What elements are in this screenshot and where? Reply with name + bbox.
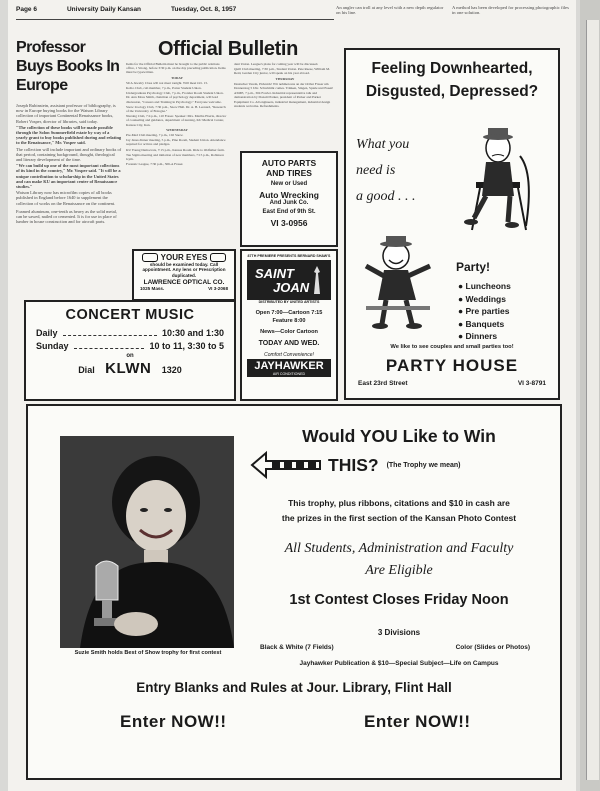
party-service-item: ● Luncheons bbox=[458, 281, 511, 291]
bulletin-col2 bbox=[234, 62, 336, 109]
bulletin-title: Official Bulletin bbox=[158, 38, 298, 60]
party-service-item: ● Dinners bbox=[458, 331, 498, 341]
party-address: East 23rd Street bbox=[358, 380, 408, 387]
party-question-line: What you bbox=[356, 137, 410, 152]
division-color: Color (Slides or Photos) bbox=[455, 644, 530, 651]
concert-sunday-label: Sunday bbox=[36, 341, 69, 351]
auto-ad-line: AUTO PARTS bbox=[261, 158, 317, 168]
bulletin-item: Undergraduate Psychology Club, 7 p.m., Frontier Room Student Union. Dr. Ann Moss Smith, chairman of psychology department, will lead discussion, "Careers and Training in Psychology." Everyone welcome. bbox=[126, 91, 224, 104]
bulletin-today-label: TODAY bbox=[171, 75, 183, 80]
movie-presents: 87TH PREMIERE PRESENTS BERNARD SHAW'S bbox=[247, 254, 331, 258]
trophy-note: (The Trophy we mean) bbox=[386, 461, 461, 469]
article-headline: Professor Buys Books In Europe bbox=[16, 39, 120, 94]
enter-now-2: Enter NOW!! bbox=[364, 712, 471, 731]
contest-body bbox=[238, 496, 560, 526]
woman-with-trophy-photo bbox=[60, 436, 234, 648]
photo-caption: Suzie Smith holds Best of Show trophy for first contest bbox=[74, 650, 222, 656]
movie-ad bbox=[240, 249, 338, 401]
arrow-left-icon bbox=[250, 450, 322, 480]
auto-ad-phone: VI 3-0956 bbox=[270, 218, 308, 228]
bulletin-col1 bbox=[126, 62, 228, 167]
optical-name: LAWRENCE OPTICAL CO. bbox=[143, 279, 225, 287]
optical-brand: YOUR EYES bbox=[160, 253, 208, 262]
movie-times: Open 7:00—Cartoon 7:15 bbox=[255, 310, 323, 316]
header-rule bbox=[16, 19, 334, 20]
contest-headline-2-row bbox=[250, 450, 560, 480]
optical-ad bbox=[132, 249, 236, 301]
concert-music-ad bbox=[24, 300, 236, 401]
bulletin-day-label: THURSDAY bbox=[275, 76, 295, 81]
concert-sunday-times: 10 to 11, 3:30 to 5 bbox=[149, 341, 224, 351]
auto-ad-line: AND TIRES bbox=[266, 168, 312, 178]
glasses-icon bbox=[142, 253, 158, 262]
party-headline-1: Feeling Downhearted, bbox=[371, 60, 533, 77]
issue-date: Tuesday, Oct. 8, 1957 bbox=[171, 6, 237, 13]
photo-contest-ad bbox=[26, 404, 562, 780]
party-exclaim: Party! bbox=[456, 260, 491, 274]
party-question bbox=[356, 132, 416, 210]
movie-feature: Feature 8:00 bbox=[272, 318, 306, 324]
party-service-item: ● Pre parties bbox=[458, 306, 510, 316]
radio-station: KLWN bbox=[105, 360, 152, 377]
page-number: Page 6 bbox=[16, 6, 37, 13]
party-cater-note: We like to see couples and small parties too! bbox=[390, 344, 514, 350]
party-question-line: a good . . . bbox=[356, 189, 416, 204]
bulletin-item: KU Young Democrats, 7:15 p.m., Kansas Room. Ride to Oldfather farm. bbox=[126, 147, 225, 152]
movie-news: News—Color Cartoon bbox=[260, 329, 318, 335]
contest-body-line: This trophy, plus ribbons, citations and $10 in cash are bbox=[288, 498, 510, 508]
optical-phone: VI 3-2068 bbox=[208, 286, 228, 292]
movie-when: TODAY AND WED. bbox=[258, 340, 320, 347]
article-paragraph: Foamed aluminum, one-tenth as heavy as the solid metal, can be sawed, nailed or cemented. It is for use in place of lumber in house construction and for aircraft parts. bbox=[16, 208, 117, 225]
contest-body-line: the prizes in the first section of the Kansan Photo Contest bbox=[281, 513, 517, 523]
party-headline-2: Disgusted, Depressed? bbox=[365, 83, 539, 100]
happy-man-illustration bbox=[356, 236, 444, 336]
article-paragraph: Joseph Rubinstein, assistant professor of bibliography, is now in Europe buying books for the Watson Library collection of important Continental Renaissance books, Robert Vosper, director of libraries, said today. bbox=[16, 103, 116, 124]
adjacent-page-edge bbox=[580, 0, 600, 791]
concert-on: on bbox=[126, 353, 134, 359]
bulletin-item: dent Union. League's plans for coming year will be discussed. bbox=[234, 62, 319, 66]
radio-frequency: 1320 bbox=[161, 365, 182, 375]
top-snippet-right: A method has been developed for processing photographic files in one solution. bbox=[452, 5, 569, 16]
contest-divisions: 3 Divisions bbox=[377, 628, 421, 637]
auto-parts-ad bbox=[240, 151, 338, 247]
concert-daily-label: Daily bbox=[36, 328, 58, 338]
party-phone: VI 3-8791 bbox=[517, 380, 546, 387]
movie-title-banner bbox=[247, 260, 331, 300]
contest-deadline: 1st Contest Closes Friday Noon bbox=[289, 592, 509, 608]
division-special: Jayhawker Publication & $10—Special Subject—Life on Campus bbox=[299, 660, 499, 667]
bulletin-item: ASME, 7 p.m., 304 Fowler. Industrial representative talk and demonstration by Donald Parker, president of Parker and Parker Equipment Co. All engineers, industrial management, industrial design students welcome. Refreshments. bbox=[234, 91, 331, 108]
eligibility-line: All Students, Administration and Faculty bbox=[284, 541, 514, 556]
auto-ad-line: Auto Wrecking bbox=[259, 190, 319, 200]
auto-ad-line: New or Used bbox=[270, 181, 308, 187]
division-bw: Black & White (7 Fields) bbox=[260, 644, 334, 651]
contest-eligibility bbox=[238, 538, 560, 582]
optical-address: 1025 Mass. bbox=[140, 286, 165, 292]
party-house-ad bbox=[344, 48, 560, 400]
movie-comfort: Comfort Convenience! bbox=[264, 352, 314, 358]
concert-title: CONCERT MUSIC bbox=[65, 307, 195, 323]
concert-dial-label: Dial bbox=[78, 365, 95, 375]
bulletin-item: Nursing Club, 7:4 p.m., 110 Fraser. Speaker: Mrs. Martha Eberle, director of counseling and guidance, department of nursing, KU Medical Center, Kansas City, Kan. bbox=[126, 114, 227, 127]
party-services-list bbox=[458, 280, 511, 343]
party-question-line: need is bbox=[356, 163, 396, 178]
top-snippet-left: An angler can troll at any level with a new depth regulator on his line. bbox=[336, 5, 444, 16]
bulletin-item: Forensic League, 7:30 p.m., 306-A Fraser. bbox=[126, 162, 184, 167]
bulletin-item: Tau Sigma meeting and initiation of new members, 7:15 p.m., Robinson Gym. bbox=[126, 152, 224, 162]
party-house-name: PARTY HOUSE bbox=[385, 356, 519, 375]
bulletin-intro: Items for the Official Bulletin must be brought to the public relations office, 1 Strong, before 3:30 p.m. on the day preceding publication. Items must be typewritten. bbox=[126, 62, 226, 75]
movie-title-2: JOAN bbox=[273, 280, 310, 295]
paper-name: University Daily Kansan bbox=[66, 6, 142, 13]
bulletin-wednesday-label: WEDNESDAY bbox=[166, 127, 188, 132]
theater-sub: AIR CONDITIONED bbox=[272, 372, 306, 376]
newspaper-page bbox=[8, 0, 576, 791]
auto-ad-line: And Junk Co. bbox=[269, 200, 309, 206]
sad-man-illustration bbox=[456, 126, 544, 236]
bulletin-item: KoKo Club, cub member, 7 p.m., Potter Student Union. bbox=[126, 86, 202, 91]
article-paragraph: Watson Library now has microfilm copies of all books published in England before 1640 to supplement the collection of works on the Renaissance on the continent. bbox=[16, 190, 116, 206]
theater-name: JAYHAWKER bbox=[254, 360, 324, 372]
bulletin-item: Snow Zoology Club, 7:30 p.m., Snow Hall. Dr. A. B. Leonard, "Research of the University of Bologna." bbox=[126, 104, 226, 114]
movie-distributor: DISTRIBUTED BY UNITED ARTISTS bbox=[258, 300, 320, 304]
eligibility-line: Are Eligible bbox=[365, 563, 433, 578]
bulletin-item: SUA Jewelry Class will not meet tonight. Will meet Oct. 15. bbox=[126, 80, 209, 85]
joan-figure-icon bbox=[309, 264, 325, 296]
bulletin-item: Deutscher Verein, Picknick! Wir nehmen uns an der Ortbar Fraser um Donnerstag 5 Uhr. Schwimmt comes. Trinken, Singen, Spiele und Essen! bbox=[234, 81, 334, 91]
contest-headline-2: THIS? bbox=[328, 454, 379, 475]
contest-photo bbox=[60, 436, 234, 648]
bulletin-item: Jay Janes dinner meeting, 5 p.m., Pine Room, Student Union. Attendance required for actives and pledges. bbox=[126, 138, 226, 147]
bulletin-item: Quill Club meeting, 7:30 p.m., Student Union. Pete Reese, William M. Reid, Garden City junior, will speak on his year abroad. bbox=[234, 67, 330, 76]
party-service-item: ● Weddings bbox=[458, 293, 506, 304]
optical-text: should be examined today. Call appointment. Any lens or Prescription duplicated. bbox=[142, 262, 226, 278]
movie-title-1: SAINT bbox=[255, 266, 294, 281]
bulletin-item: Pre-Med Club meeting, 7 p.m., 102 Snow. bbox=[126, 133, 184, 138]
auto-ad-line: East End of 9th St. bbox=[262, 209, 316, 215]
article-paragraph: The collection will include important and ordinary books of that period, containing background, thought, theological and literary development of the time. bbox=[16, 146, 122, 163]
article bbox=[16, 38, 122, 225]
enter-now-1: Enter NOW!! bbox=[120, 712, 227, 731]
entry-instructions: Entry Blanks and Rules at Jour. Library, Flint Hall bbox=[136, 680, 452, 695]
glasses-icon bbox=[210, 253, 226, 262]
contest-headline-1: Would YOU Like to Win bbox=[302, 426, 496, 446]
party-service-item: ● Banquets bbox=[458, 318, 505, 329]
article-paragraph: "The collection of these books will be made possible through the Solon Summerfield estate by way of a yearly grant to buy books published during and relating to the Renaissance," Mr. Vosper said. bbox=[16, 124, 122, 146]
concert-daily-times: 10:30 and 1:30 bbox=[161, 328, 224, 338]
article-paragraph: "We can build up one of the most important collections of its kind in the country," Mr. Vosper said. "It will be a unique contribution to scholarship in the United States and can make KU an important center of Renaissance studies." bbox=[16, 163, 121, 190]
